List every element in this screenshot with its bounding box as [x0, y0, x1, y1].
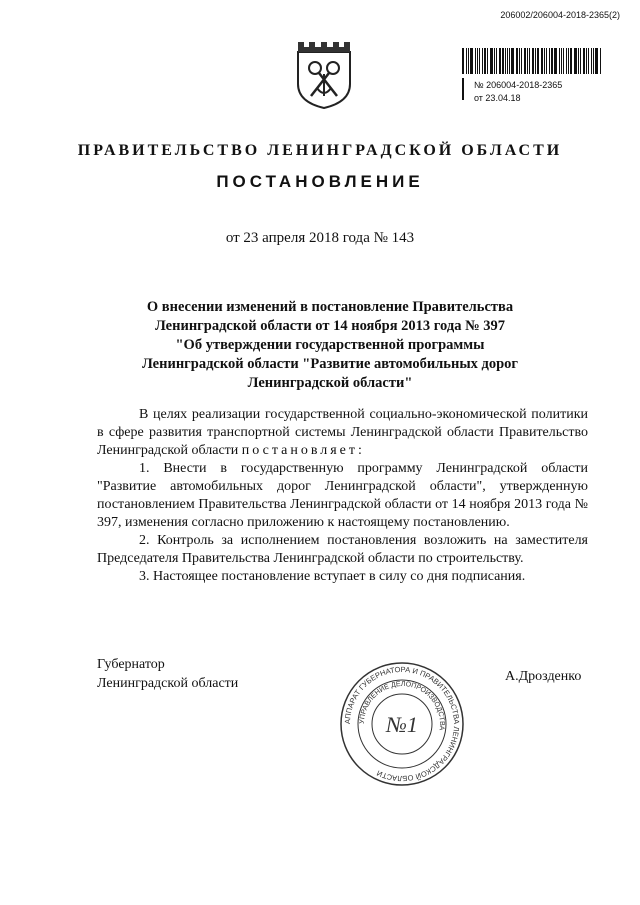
barcode-bar — [546, 48, 547, 74]
barcode-bar — [521, 48, 522, 74]
barcode-bar — [475, 48, 476, 74]
barcode-bar — [593, 48, 594, 74]
barcode-bar — [468, 48, 469, 74]
subject-line: О внесении изменений в постановление Правительства — [146, 299, 514, 315]
item-3: 3. Настоящее постановление вступает в силу со дня подписания. — [139, 569, 526, 584]
barcode-bar — [559, 48, 560, 74]
registration-number: № 206004-2018-2365 — [474, 80, 563, 90]
barcode-bar — [490, 48, 493, 74]
barcode-bar — [466, 48, 467, 74]
barcode — [462, 48, 602, 74]
svg-text:УПРАВЛЕНИЕ ДЕЛОПРОИЗВОДСТВА: УПРАВЛЕНИЕ ДЕЛОПРОИЗВОДСТВА — [358, 680, 446, 731]
decrees-word: постановляет: — [241, 443, 365, 458]
barcode-bar — [600, 48, 601, 74]
svg-text:АППАРАТ ГУБЕРНАТОРА И ПРАВИТЕЛ: АППАРАТ ГУБЕРНАТОРА И ПРАВИТЕЛЬСТВА ЛЕНИНГРАДСКОЙ ОБЛАСТИ — [342, 664, 462, 784]
official-seal-stamp — [338, 660, 466, 788]
barcode-bar — [583, 48, 585, 74]
barcode-bar — [502, 48, 504, 74]
signatory-position — [97, 655, 238, 693]
barcode-bar — [535, 48, 536, 74]
barcode-bar — [462, 48, 464, 74]
subject-line: Ленинградской области от 14 ноября 2013 года № 397 — [154, 318, 506, 334]
barcode-bar — [505, 48, 506, 74]
document-date-number: от 23 апреля 2018 года № 143 — [225, 230, 415, 246]
document-subject — [120, 298, 540, 393]
barcode-bar — [586, 48, 587, 74]
barcode-bar — [591, 48, 593, 74]
barcode-bar — [570, 48, 572, 74]
barcode-bar — [580, 48, 581, 74]
barcode-bar — [499, 48, 501, 74]
coat-of-arms-emblem — [295, 38, 353, 110]
registration-stamp-bracket — [462, 78, 468, 100]
barcode-bar — [487, 48, 488, 74]
svg-text:№1: №1 — [386, 712, 418, 737]
barcode-bar — [563, 48, 565, 74]
barcode-bar — [494, 48, 495, 74]
item-2: 2. Контроль за исполнением постановления возложить на заместителя Председателя Правительства Ленинградской области по строительству. — [97, 533, 588, 566]
barcode-bar — [554, 48, 557, 74]
barcode-bar — [541, 48, 543, 74]
subject-line: "Об утверждении государственной программы — [175, 337, 485, 353]
barcode-bar — [561, 48, 562, 74]
subject-line: Ленинградской области "Развитие автомобильных дорог — [141, 356, 519, 372]
signatory-title: Губернатор — [97, 657, 165, 672]
barcode-bar — [595, 48, 598, 74]
barcode-bar — [496, 48, 497, 74]
preamble — [97, 406, 588, 460]
barcode-bar — [482, 48, 483, 74]
government-name: ПРАВИТЕЛЬСТВО ЛЕНИНГРАДСКОЙ ОБЛАСТИ — [77, 142, 563, 159]
signatory-name: А.Дрозденко — [505, 669, 582, 684]
barcode-bar — [544, 48, 545, 74]
barcode-bar — [588, 48, 589, 74]
barcode-bar — [470, 48, 473, 74]
signatory-region: Ленинградской области — [97, 676, 239, 691]
barcode-bar — [509, 48, 510, 74]
barcode-bar — [568, 48, 569, 74]
barcode-bar — [532, 48, 535, 74]
barcode-bar — [574, 48, 577, 74]
barcode-bar — [479, 48, 480, 74]
barcode-bar — [524, 48, 526, 74]
registration-date: от 23.04.18 — [474, 93, 521, 103]
barcode-bar — [529, 48, 530, 74]
barcode-bar — [507, 48, 508, 74]
document-body — [97, 406, 588, 586]
barcode-bar — [484, 48, 486, 74]
barcode-bar — [477, 48, 479, 74]
barcode-bar — [551, 48, 553, 74]
barcode-bar — [519, 48, 520, 74]
barcode-bar — [516, 48, 518, 74]
document-code: 206002/206004-2018-2365(2) — [500, 10, 620, 20]
document-type: ПОСТАНОВЛЕНИЕ — [216, 172, 424, 191]
item-1: 1. Внести в государственную программу Ленинградской области "Развитие автомобильных дорог Ленинградской области", утвержденную постановлением Правительства Ленинградской области от 14 ноября 2013 года № 397, изменения согласно приложению к настоящему постановлению. — [97, 461, 588, 530]
preamble-text: В целях реализации государственной социально-экономической политики в сфере развития транспортной системы Ленинградской области Правительство Ленинградской области — [97, 407, 588, 458]
barcode-bar — [511, 48, 514, 74]
barcode-bar — [549, 48, 550, 74]
subject-line: Ленинградской области" — [247, 375, 413, 391]
barcode-bar — [578, 48, 579, 74]
barcode-bar — [527, 48, 528, 74]
barcode-bar — [537, 48, 539, 74]
barcode-bar — [566, 48, 567, 74]
